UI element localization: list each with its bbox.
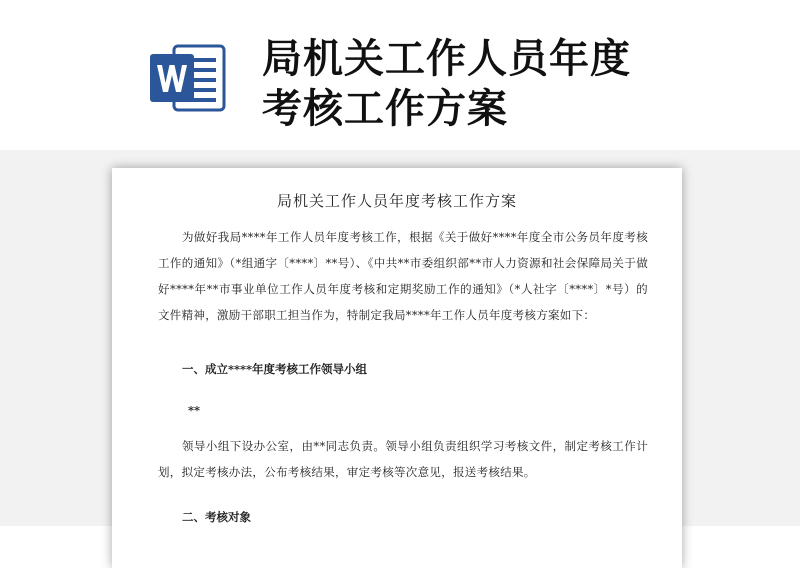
section-1-placeholder: **	[188, 403, 201, 417]
intro-paragraph: 为做好我局****年工作人员年度考核工作，根据《关于做好****年度全市公务员年度考核工作的通知》（*组通字〔****〕**号）、《中共**市委组织部**市人力资源和社会保障局关于做好****年**市事业单位工作人员年度考核和定期奖励工作的通知》（*人社字〔****〕*号）的文件精神，激励干部职工担当作为，特制定我局****年工作人员年度考核方案如下：	[158, 230, 648, 322]
section-heading-2: 二、考核对象	[182, 510, 251, 524]
word-icon	[146, 36, 230, 120]
section-1-paragraph: 领导小组下设办公室，由**同志负责。领导小组负责组织学习考核文件，制定考核工作计划，拟定考核办法，公布考核结果，审定考核等次意见，报送考核结果。	[158, 439, 648, 479]
page-title	[262, 34, 782, 134]
page-title-line-1: 局机关工作人员年度	[262, 36, 631, 82]
document-page	[112, 168, 682, 568]
page-title-line-2: 考核工作方案	[262, 86, 508, 132]
section-heading-1: 一、成立****年度考核工作领导小组	[182, 362, 368, 376]
document-title: 局机关工作人员年度考核工作方案	[276, 192, 517, 210]
preview-header	[0, 0, 800, 150]
